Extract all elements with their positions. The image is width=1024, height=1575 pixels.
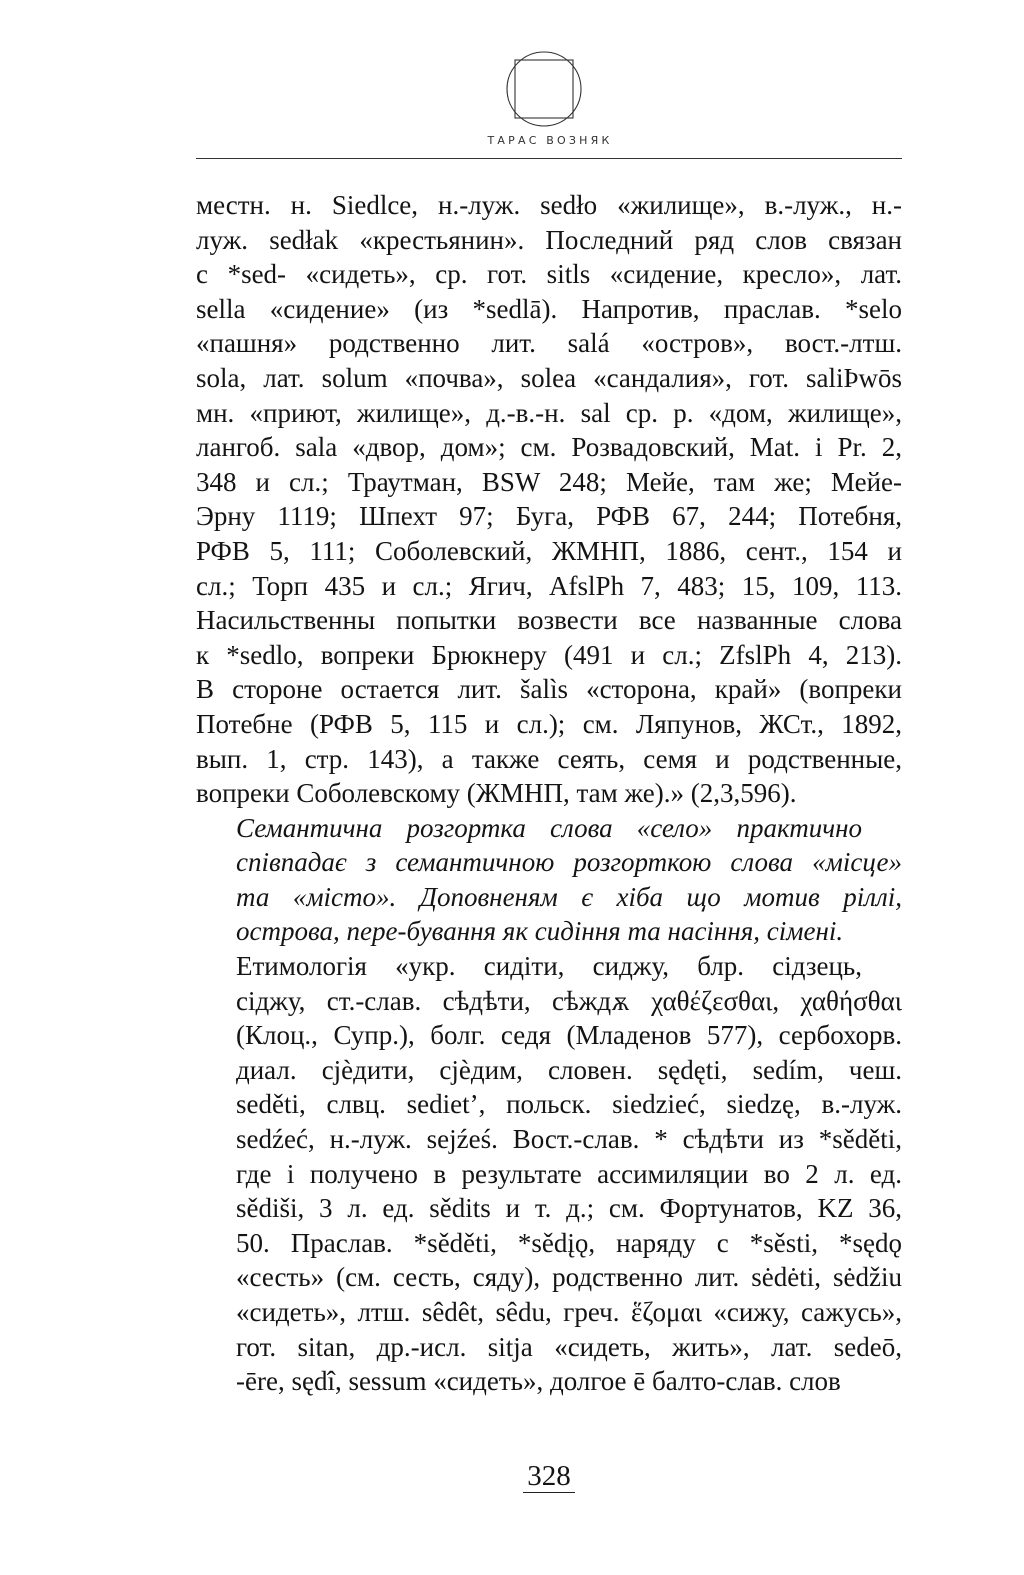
text-line: sedźeć, н.-луж. sejźeś. Вост.-слав. * сѣдѣти из *sěděti, [236,1124,902,1155]
text-line: гот. sitan, др.-исл. sitja «сидеть, жить», лат. sedeō, [236,1331,902,1362]
text-line: «пашня» родственно лит. salá «остров», вост.-лтш. [196,328,902,359]
running-head: ТАРАС ВОЗНЯК [487,134,613,147]
text-line: sola, лат. solum «почва», solea «сандалия», гот. saliÞwōs [196,362,902,393]
text-line: вып. 1, стр. 143), а также сеять, семя и родственные, [196,743,902,774]
text-line: seděti, слвц. sediet’, польск. siedzieć, siedzę, в.-луж. [236,1089,902,1120]
text-line: співпадає з семантичною розгорткою слова «місце» [236,847,902,878]
text-line: (Клоц., Супр.), болг. седя (Младенов 577), сербохорв. [236,1020,902,1051]
text-line: sědiši, 3 л. ед. sědits и т. д.; см. Фортунатов, KZ 36, [236,1193,902,1224]
circle-square-emblem-icon [505,50,583,128]
text-line: луж. sedłak «крестьянин». Последний ряд слов связан [196,224,902,255]
text-line: 50. Праслав. *sěděti, *sědįǫ, наряду с *sěsti, *sędǫ [236,1227,902,1258]
text-line: сіджу, ст.-слав. сѣдѣти, сѣждѫ χαθέζεσθαι, χαθήσθαι [236,985,902,1016]
text-line: sella «сидение» (из *sedlā). Напротив, праслав. *selo [196,293,902,324]
text-line: лангоб. sala «двор, дом»; см. Розвадовский, Mat. i Pr. 2, [196,432,902,463]
text-line: 348 и сл.; Траутман, BSW 248; Мейе, там же; Мейе- [196,466,902,497]
paragraph-2 [196,811,902,949]
text-line: «сесть» (см. сесть, сяду), родственно лит. sėdėti, sėdžiu [236,1262,902,1293]
text-line: -ēre, sędî, sessum «сидеть», долгое ē балто-слав. слов [236,1366,841,1397]
text-line: сл.; Торп 435 и сл.; Ягич, AfslPh 7, 483; 15, 109, 113. [196,570,902,601]
text-line: В стороне остается лит. šalìs «сторона, край» (вопреки [196,674,902,705]
text-line: где і получено в результате ассимиляции во 2 л. ед. [236,1158,902,1189]
text-line: мн. «приют, жилище», д.-в.-н. sal ср. р. «дом, жилище», [196,397,902,428]
text-line: местн. н. Siedlce, н.-луж. sedło «жилище», в.-луж., н.- [196,190,902,220]
page-number: 328 [527,1460,571,1492]
text-line: Потебне (РФВ 5, 115 и сл.); см. Ляпунов, ЖСт., 1892, [196,708,902,739]
text-line: к *sedlo, вопреки Брюкнеру (491 и сл.; ZfslPh 4, 213). [196,639,902,670]
paragraph-1 [196,188,902,811]
text-line: та «місто». Доповненям є хіба що мотив ріллі, [236,881,902,912]
page-number-rule [523,1492,575,1493]
text-line: вопреки Соболевскому (ЖМНП, там же).» (2,3,596). [196,778,797,809]
text-line: с *sed- «сидеть», ср. гот. sitls «сидение, кресло», лат. [196,259,902,290]
text-line: Насильственны попытки возвести все названные слова [196,605,902,636]
text-line: острова, пере-бування як сидіння та насіння, сімені. [236,916,844,947]
body-text [196,188,902,1399]
paragraph-3 [196,949,902,1399]
text-line: РФВ 5, 111; Соболевский, ЖМНП, 1886, сент., 154 и [196,535,902,566]
header-rule [196,158,902,159]
text-line: Эрну 1119; Шпехт 97; Буга, РФВ 67, 244; Потебня, [196,501,902,532]
text-line: Семантична розгортка слова «село» практично [236,812,862,843]
text-line: Етимологія «укр. сидіти, сиджу, блр. сідзець, [236,951,862,982]
text-line: диал. сjѐдити, сjѐдим, словен. sędęti, sedím, чеш. [236,1054,902,1085]
text-line: «сидеть», лтш. sêdêt, sêdu, греч. ἕζομαι «сижу, сажусь», [236,1297,902,1327]
